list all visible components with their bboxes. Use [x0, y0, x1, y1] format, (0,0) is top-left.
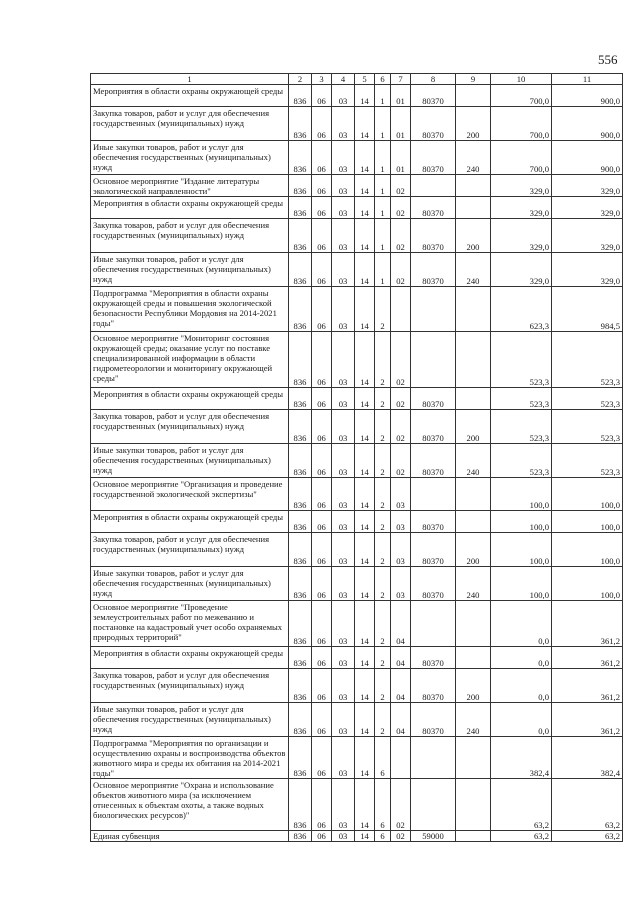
section-code: 06 [312, 737, 332, 779]
row-name: Иные закупки товаров, работ и услуг для обеспечения государственных (муниципальных) нужд [91, 703, 289, 737]
program-code: 14 [355, 332, 375, 388]
expense-type-code: 200 [456, 410, 491, 444]
subprogram-code: 2 [375, 410, 391, 444]
row-name: Закупка товаров, работ и услуг для обеспечения государственных (муниципальных) нужд [91, 107, 289, 141]
amount-2020: 0,0 [491, 601, 552, 647]
program-code: 14 [355, 737, 375, 779]
amount-2021: 523,3 [552, 444, 623, 478]
kvsr-code: 836 [289, 647, 312, 669]
expense-type-code [456, 388, 491, 410]
page-number: 556 [598, 52, 618, 67]
subsection-code: 03 [332, 141, 355, 175]
table-row [91, 703, 623, 737]
expense-type-code [456, 647, 491, 669]
program-code: 14 [355, 669, 375, 703]
amount-2020: 0,0 [491, 647, 552, 669]
subsection-code: 03 [332, 219, 355, 253]
subprogram-code: 6 [375, 779, 391, 831]
subprogram-code: 1 [375, 85, 391, 107]
subsection-code: 03 [332, 478, 355, 511]
subsection-code: 03 [332, 332, 355, 388]
amount-2020: 63,2 [491, 779, 552, 831]
amount-2020: 523,3 [491, 332, 552, 388]
amount-2021: 900,0 [552, 107, 623, 141]
direction-code: 80370 [411, 219, 456, 253]
amount-2021: 984,5 [552, 287, 623, 332]
amount-2021: 382,4 [552, 737, 623, 779]
row-name: Иные закупки товаров, работ и услуг для обеспечения государственных (муниципальных) нужд [91, 444, 289, 478]
expense-type-code [456, 478, 491, 511]
event-code: 02 [391, 831, 411, 842]
table-row [91, 567, 623, 601]
table-row [91, 85, 623, 107]
section-code: 06 [312, 478, 332, 511]
expense-type-code: 240 [456, 703, 491, 737]
amount-2020: 0,0 [491, 703, 552, 737]
expense-type-code [456, 332, 491, 388]
table-row [91, 197, 623, 219]
program-code: 14 [355, 287, 375, 332]
direction-code [411, 332, 456, 388]
event-code: 02 [391, 219, 411, 253]
subsection-code: 03 [332, 831, 355, 842]
amount-2021: 361,2 [552, 703, 623, 737]
amount-2021: 361,2 [552, 601, 623, 647]
kvsr-code: 836 [289, 737, 312, 779]
subprogram-code: 2 [375, 669, 391, 703]
amount-2021: 900,0 [552, 141, 623, 175]
subprogram-code: 2 [375, 287, 391, 332]
section-code: 06 [312, 197, 332, 219]
row-name: Мероприятия в области охраны окружающей среды [91, 388, 289, 410]
column-number: 10 [491, 74, 552, 85]
row-name: Основное мероприятие "Организация и проведение государственной экологической экспертизы" [91, 478, 289, 511]
event-code: 02 [391, 332, 411, 388]
subprogram-code: 2 [375, 511, 391, 533]
kvsr-code: 836 [289, 444, 312, 478]
kvsr-code: 836 [289, 703, 312, 737]
row-name: Закупка товаров, работ и услуг для обеспечения государственных (муниципальных) нужд [91, 219, 289, 253]
section-code: 06 [312, 141, 332, 175]
section-code: 06 [312, 219, 332, 253]
table-row [91, 669, 623, 703]
amount-2020: 700,0 [491, 141, 552, 175]
event-code: 02 [391, 253, 411, 287]
event-code: 04 [391, 647, 411, 669]
section-code: 06 [312, 287, 332, 332]
program-code: 14 [355, 478, 375, 511]
program-code: 14 [355, 219, 375, 253]
table-row [91, 601, 623, 647]
amount-2021: 361,2 [552, 647, 623, 669]
section-code: 06 [312, 831, 332, 842]
amount-2021: 329,0 [552, 197, 623, 219]
table-body [91, 85, 623, 842]
amount-2020: 100,0 [491, 567, 552, 601]
direction-code: 80370 [411, 511, 456, 533]
row-name: Мероприятия в области охраны окружающей среды [91, 197, 289, 219]
amount-2021: 361,2 [552, 669, 623, 703]
amount-2021: 329,0 [552, 175, 623, 197]
subprogram-code: 1 [375, 141, 391, 175]
subprogram-code: 2 [375, 703, 391, 737]
kvsr-code: 836 [289, 831, 312, 842]
kvsr-code: 836 [289, 107, 312, 141]
subprogram-code: 2 [375, 478, 391, 511]
column-number: 1 [91, 74, 289, 85]
kvsr-code: 836 [289, 287, 312, 332]
subprogram-code: 6 [375, 831, 391, 842]
table-row [91, 175, 623, 197]
amount-2021: 63,2 [552, 779, 623, 831]
expense-type-code: 200 [456, 533, 491, 567]
direction-code: 80370 [411, 197, 456, 219]
subsection-code: 03 [332, 444, 355, 478]
kvsr-code: 836 [289, 175, 312, 197]
amount-2021: 100,0 [552, 567, 623, 601]
subprogram-code: 1 [375, 175, 391, 197]
subsection-code: 03 [332, 175, 355, 197]
column-number: 5 [355, 74, 375, 85]
section-code: 06 [312, 444, 332, 478]
program-code: 14 [355, 647, 375, 669]
column-number-row [91, 74, 623, 85]
expense-type-code: 240 [456, 253, 491, 287]
subsection-code: 03 [332, 703, 355, 737]
direction-code: 80370 [411, 388, 456, 410]
event-code: 02 [391, 197, 411, 219]
section-code: 06 [312, 410, 332, 444]
table-row [91, 107, 623, 141]
direction-code [411, 478, 456, 511]
row-name: Мероприятия в области охраны окружающей среды [91, 511, 289, 533]
expense-type-code [456, 831, 491, 842]
subsection-code: 03 [332, 197, 355, 219]
kvsr-code: 836 [289, 141, 312, 175]
event-code: 01 [391, 85, 411, 107]
subsection-code: 03 [332, 737, 355, 779]
table-row [91, 141, 623, 175]
expense-type-code: 240 [456, 567, 491, 601]
expense-type-code: 200 [456, 219, 491, 253]
program-code: 14 [355, 410, 375, 444]
section-code: 06 [312, 601, 332, 647]
amount-2020: 523,3 [491, 444, 552, 478]
event-code: 01 [391, 141, 411, 175]
kvsr-code: 836 [289, 511, 312, 533]
direction-code: 80370 [411, 410, 456, 444]
amount-2020: 700,0 [491, 107, 552, 141]
section-code: 06 [312, 779, 332, 831]
event-code: 04 [391, 703, 411, 737]
subprogram-code: 2 [375, 332, 391, 388]
program-code: 14 [355, 831, 375, 842]
row-name: Мероприятия в области охраны окружающей среды [91, 85, 289, 107]
subprogram-code: 2 [375, 647, 391, 669]
section-code: 06 [312, 533, 332, 567]
direction-code [411, 601, 456, 647]
kvsr-code: 836 [289, 669, 312, 703]
amount-2020: 100,0 [491, 511, 552, 533]
subsection-code: 03 [332, 647, 355, 669]
expense-type-code [456, 175, 491, 197]
subsection-code: 03 [332, 511, 355, 533]
program-code: 14 [355, 253, 375, 287]
column-number: 2 [289, 74, 312, 85]
section-code: 06 [312, 107, 332, 141]
direction-code: 80370 [411, 253, 456, 287]
table-row [91, 287, 623, 332]
program-code: 14 [355, 85, 375, 107]
kvsr-code: 836 [289, 533, 312, 567]
amount-2021: 329,0 [552, 219, 623, 253]
kvsr-code: 836 [289, 779, 312, 831]
table-row [91, 410, 623, 444]
subprogram-code: 2 [375, 567, 391, 601]
row-name: Единая субвенция [91, 831, 289, 842]
row-name: Закупка товаров, работ и услуг для обеспечения государственных (муниципальных) нужд [91, 410, 289, 444]
section-code: 06 [312, 332, 332, 388]
direction-code: 80370 [411, 567, 456, 601]
expense-type-code [456, 601, 491, 647]
table-row [91, 511, 623, 533]
direction-code: 80370 [411, 141, 456, 175]
event-code: 01 [391, 107, 411, 141]
row-name: Основное мероприятие "Издание литературы экологической направленности" [91, 175, 289, 197]
subprogram-code: 1 [375, 253, 391, 287]
direction-code: 80370 [411, 85, 456, 107]
subprogram-code: 1 [375, 219, 391, 253]
subsection-code: 03 [332, 601, 355, 647]
subsection-code: 03 [332, 567, 355, 601]
event-code [391, 287, 411, 332]
event-code: 03 [391, 511, 411, 533]
kvsr-code: 836 [289, 332, 312, 388]
column-number: 7 [391, 74, 411, 85]
kvsr-code: 836 [289, 253, 312, 287]
expense-type-code: 240 [456, 141, 491, 175]
direction-code: 80370 [411, 647, 456, 669]
row-name: Основное мероприятие "Проведение землеустроительных работ по межеванию и постановке на кадастровый учет особо охраняемых природных территорий" [91, 601, 289, 647]
program-code: 14 [355, 444, 375, 478]
direction-code: 80370 [411, 444, 456, 478]
direction-code: 80370 [411, 107, 456, 141]
section-code: 06 [312, 85, 332, 107]
kvsr-code: 836 [289, 478, 312, 511]
amount-2021: 523,3 [552, 388, 623, 410]
section-code: 06 [312, 567, 332, 601]
section-code: 06 [312, 647, 332, 669]
expense-type-code [456, 779, 491, 831]
expense-type-code [456, 85, 491, 107]
amount-2021: 100,0 [552, 478, 623, 511]
subprogram-code: 6 [375, 737, 391, 779]
table-row [91, 533, 623, 567]
program-code: 14 [355, 703, 375, 737]
event-code: 02 [391, 388, 411, 410]
subsection-code: 03 [332, 85, 355, 107]
expense-type-code: 240 [456, 444, 491, 478]
row-name: Иные закупки товаров, работ и услуг для обеспечения государственных (муниципальных) нужд [91, 567, 289, 601]
expense-type-code [456, 197, 491, 219]
amount-2020: 623,3 [491, 287, 552, 332]
program-code: 14 [355, 175, 375, 197]
event-code: 02 [391, 410, 411, 444]
subsection-code: 03 [332, 669, 355, 703]
amount-2020: 329,0 [491, 253, 552, 287]
row-name: Мероприятия в области охраны окружающей среды [91, 647, 289, 669]
direction-code [411, 779, 456, 831]
amount-2021: 63,2 [552, 831, 623, 842]
table-row [91, 332, 623, 388]
column-number: 11 [552, 74, 623, 85]
subsection-code: 03 [332, 388, 355, 410]
subprogram-code: 1 [375, 197, 391, 219]
kvsr-code: 836 [289, 567, 312, 601]
event-code: 03 [391, 478, 411, 511]
expense-type-code [456, 511, 491, 533]
amount-2021: 100,0 [552, 511, 623, 533]
row-name: Подпрограмма "Мероприятия по организации и осуществлению охраны и воспроизводства объектов животного мира и среды их обитания на 2014-2021 годы" [91, 737, 289, 779]
program-code: 14 [355, 107, 375, 141]
row-name: Основное мероприятие "Охрана и использование объектов животного мира (за исключением отнесенных к объектам охоты, а также водных биологических ресурсов)" [91, 779, 289, 831]
section-code: 06 [312, 175, 332, 197]
direction-code: 80370 [411, 703, 456, 737]
subprogram-code: 2 [375, 388, 391, 410]
event-code: 03 [391, 567, 411, 601]
event-code: 02 [391, 779, 411, 831]
section-code: 06 [312, 669, 332, 703]
amount-2020: 100,0 [491, 478, 552, 511]
row-name: Закупка товаров, работ и услуг для обеспечения государственных (муниципальных) нужд [91, 533, 289, 567]
table-row [91, 444, 623, 478]
amount-2020: 329,0 [491, 175, 552, 197]
direction-code: 80370 [411, 533, 456, 567]
column-number: 3 [312, 74, 332, 85]
expense-type-code: 200 [456, 669, 491, 703]
expense-type-code: 200 [456, 107, 491, 141]
section-code: 06 [312, 703, 332, 737]
expense-type-code [456, 287, 491, 332]
direction-code: 59000 [411, 831, 456, 842]
budget-table [90, 73, 623, 842]
table-row [91, 253, 623, 287]
row-name: Иные закупки товаров, работ и услуг для обеспечения государственных (муниципальных) нужд [91, 253, 289, 287]
program-code: 14 [355, 779, 375, 831]
subsection-code: 03 [332, 107, 355, 141]
amount-2021: 523,3 [552, 410, 623, 444]
kvsr-code: 836 [289, 85, 312, 107]
section-code: 06 [312, 511, 332, 533]
section-code: 06 [312, 388, 332, 410]
kvsr-code: 836 [289, 601, 312, 647]
direction-code [411, 287, 456, 332]
amount-2021: 900,0 [552, 85, 623, 107]
amount-2021: 523,3 [552, 332, 623, 388]
amount-2021: 100,0 [552, 533, 623, 567]
subsection-code: 03 [332, 287, 355, 332]
amount-2020: 0,0 [491, 669, 552, 703]
program-code: 14 [355, 388, 375, 410]
subsection-code: 03 [332, 410, 355, 444]
event-code: 04 [391, 669, 411, 703]
event-code: 04 [391, 601, 411, 647]
table-row [91, 219, 623, 253]
row-name: Основное мероприятие "Мониторинг состояния окружающей среды; оказание услуг по поставке специализированной информации в области гидрометеорологии и мониторингу окружающей среды" [91, 332, 289, 388]
subprogram-code: 2 [375, 444, 391, 478]
kvsr-code: 836 [289, 388, 312, 410]
row-name: Подпрограмма "Мероприятия в области охраны окружающей среды и повышения экологической безопасности Республики Мордовия на 2014-2021 годы" [91, 287, 289, 332]
subsection-code: 03 [332, 779, 355, 831]
table-row [91, 737, 623, 779]
kvsr-code: 836 [289, 197, 312, 219]
column-number: 4 [332, 74, 355, 85]
program-code: 14 [355, 601, 375, 647]
row-name: Закупка товаров, работ и услуг для обеспечения государственных (муниципальных) нужд [91, 669, 289, 703]
kvsr-code: 836 [289, 219, 312, 253]
direction-code [411, 175, 456, 197]
amount-2020: 329,0 [491, 219, 552, 253]
program-code: 14 [355, 197, 375, 219]
amount-2020: 523,3 [491, 410, 552, 444]
column-number: 6 [375, 74, 391, 85]
amount-2020: 329,0 [491, 197, 552, 219]
row-name: Иные закупки товаров, работ и услуг для обеспечения государственных (муниципальных) нужд [91, 141, 289, 175]
expense-type-code [456, 737, 491, 779]
direction-code: 80370 [411, 669, 456, 703]
amount-2020: 63,2 [491, 831, 552, 842]
program-code: 14 [355, 533, 375, 567]
program-code: 14 [355, 567, 375, 601]
subprogram-code: 2 [375, 601, 391, 647]
amount-2021: 329,0 [552, 253, 623, 287]
event-code: 03 [391, 533, 411, 567]
program-code: 14 [355, 511, 375, 533]
subsection-code: 03 [332, 533, 355, 567]
direction-code [411, 737, 456, 779]
table-row [91, 779, 623, 831]
event-code: 02 [391, 175, 411, 197]
program-code: 14 [355, 141, 375, 175]
column-number: 8 [411, 74, 456, 85]
table-row [91, 647, 623, 669]
table-row [91, 478, 623, 511]
amount-2020: 700,0 [491, 85, 552, 107]
event-code: 02 [391, 444, 411, 478]
amount-2020: 100,0 [491, 533, 552, 567]
subprogram-code: 1 [375, 107, 391, 141]
amount-2020: 382,4 [491, 737, 552, 779]
column-number: 9 [456, 74, 491, 85]
table-row [91, 388, 623, 410]
section-code: 06 [312, 253, 332, 287]
subsection-code: 03 [332, 253, 355, 287]
kvsr-code: 836 [289, 410, 312, 444]
amount-2020: 523,3 [491, 388, 552, 410]
subprogram-code: 2 [375, 533, 391, 567]
event-code [391, 737, 411, 779]
table-row [91, 831, 623, 842]
